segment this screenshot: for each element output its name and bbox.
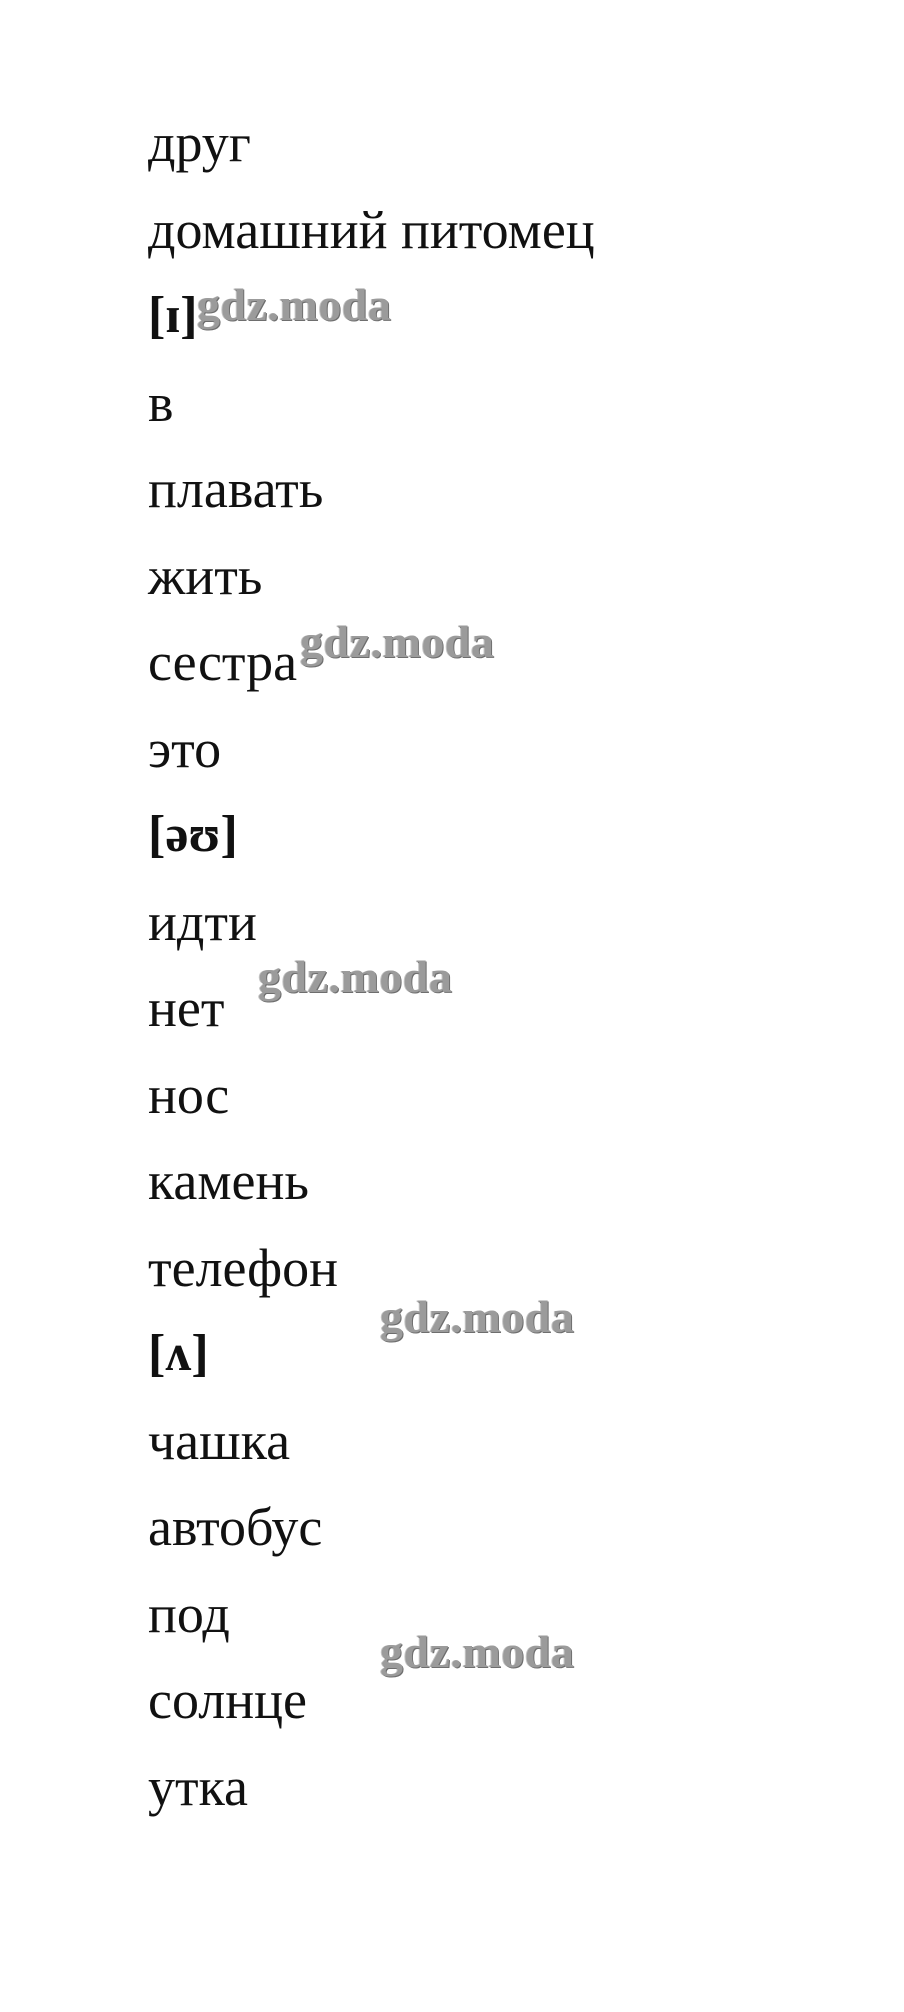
phoneme-heading: [ɪ] [148,287,198,344]
watermark: gdz.moda [380,1626,575,1677]
phoneme-heading: [əʊ] [148,806,238,863]
word-line: под [148,1583,230,1644]
watermark: gdz.moda [258,951,453,1002]
word-line: автобус [148,1497,323,1557]
word-line: домашний питомец [148,199,595,260]
word-list [148,108,595,1838]
word-line: сестра [148,632,298,692]
word-line: телефон [148,1237,339,1298]
word-line: плавать [148,459,324,519]
word-line: нет [148,978,225,1038]
word-line: утка [148,1756,248,1817]
word-line: чашка [148,1410,291,1471]
word-line: солнце [148,1670,307,1730]
word-line: нос [148,1064,230,1125]
watermark: gdz.moda [300,616,495,667]
word-line: жить [148,545,263,606]
watermark: gdz.moda [380,1291,575,1342]
watermark: gdz.moda [197,279,392,330]
phoneme-heading: [ʌ] [148,1325,209,1382]
word-line: идти [148,891,257,952]
word-line: друг [148,113,251,173]
word-line: это [148,718,222,779]
word-line: камень [148,1151,310,1211]
word-line: в [148,372,174,433]
